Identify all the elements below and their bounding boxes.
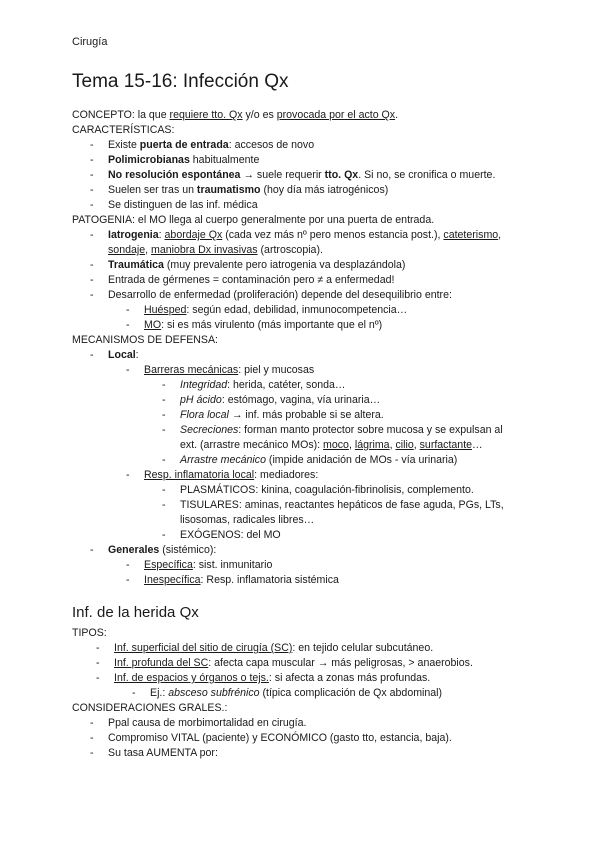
- section-heading: Inf. de la herida Qx: [72, 604, 199, 621]
- underlined-text: surfactante: [419, 439, 473, 451]
- text: Compromiso VITAL (paciente) y ECONÓMICO (gasto tto, estancia, baja).: [108, 732, 452, 744]
- italic-text: Integridad: [180, 379, 228, 391]
- list-item: [72, 393, 532, 408]
- text: : en tejido celular subcutáneo.: [292, 642, 434, 654]
- bold-text: tto. Qx: [324, 169, 359, 181]
- bold-text: Traumática: [108, 259, 164, 271]
- text: habitualmente: [189, 154, 260, 166]
- list-item: [72, 716, 542, 731]
- text: : si afecta a zonas más profundas.: [268, 672, 431, 684]
- list-item: [72, 558, 532, 573]
- bullet-dash: -: [96, 642, 100, 654]
- text: : piel y mucosas: [238, 364, 315, 376]
- list-item: [72, 731, 542, 746]
- underlined-text: Huésped: [144, 304, 187, 316]
- page-title: Tema 15-16: Infección Qx: [72, 71, 289, 92]
- bullet-dash: -: [90, 154, 94, 166]
- text: (cada vez más nº pero menos estancia post.),: [222, 229, 444, 241]
- bullet-dash: -: [126, 574, 130, 586]
- text: (artroscopia).: [257, 244, 323, 256]
- bullet-dash: -: [90, 289, 94, 301]
- text: PLASMÁTICOS: kinina, coagulación-fibrinolisis, complemento.: [180, 484, 474, 496]
- list-item: [72, 273, 532, 288]
- bullet-dash: -: [90, 259, 94, 271]
- text: : si es más virulento (más importante que el nº): [161, 319, 383, 331]
- page-header: Cirugía: [72, 36, 108, 48]
- underlined-text: Inespecífica: [144, 574, 201, 586]
- text: : accesos de novo: [228, 139, 315, 151]
- text: ,: [498, 229, 502, 241]
- italic-text: Secreciones: [180, 424, 239, 436]
- list-item: [72, 641, 542, 656]
- underlined-text: Inf. de espacios y órganos o tejs.: [114, 672, 269, 684]
- bullet-dash: -: [96, 672, 100, 684]
- list-item-continuation: lisosomas, radicales libres…: [180, 514, 315, 526]
- list-item: [72, 318, 532, 333]
- bullet-dash: -: [90, 184, 94, 196]
- italic-text: absceso subfrénico: [168, 687, 260, 699]
- text: : afecta capa muscular → más peligrosas, > anaerobios.: [208, 657, 473, 669]
- bullet-dash: -: [162, 409, 166, 421]
- bold-text: puerta de entrada: [139, 139, 229, 151]
- text: .: [395, 109, 399, 121]
- underlined-text: provocada por el acto Qx: [276, 109, 396, 121]
- bullet-dash: -: [162, 394, 166, 406]
- text: : Resp. inflamatoria sistémica: [200, 574, 339, 586]
- list-item: [72, 498, 532, 513]
- text: Se distinguen de las inf. médica: [108, 199, 258, 211]
- underlined-text: Barreras mecánicas: [144, 364, 239, 376]
- text: : sist. inmunitario: [192, 559, 273, 571]
- text: Entrada de gérmenes = contaminación pero ≠ a enfermedad!: [108, 274, 395, 286]
- list-item-continuation: [72, 243, 532, 258]
- text: : herida, catéter, sonda…: [227, 379, 346, 391]
- text: …: [472, 439, 483, 451]
- bullet-dash: -: [126, 559, 130, 571]
- text: EXÓGENOS: del MO: [180, 529, 281, 541]
- list-item: [72, 573, 532, 588]
- bullet-dash: -: [90, 349, 94, 361]
- bullet-dash: -: [126, 364, 130, 376]
- text: Su tasa AUMENTA por:: [108, 747, 218, 759]
- text: (impide anidación de MOs - vía urinaria): [265, 454, 458, 466]
- underlined-text: lágrima: [354, 439, 390, 451]
- text: TISULARES: aminas, reactantes hepáticos de fase aguda, PGs, LTs,: [180, 499, 504, 511]
- notes-body-2: [72, 626, 542, 761]
- text: CONCEPTO: la que: [72, 109, 170, 121]
- underlined-text: MO: [144, 319, 162, 331]
- bullet-dash: -: [126, 469, 130, 481]
- bullet-dash: -: [162, 499, 166, 511]
- underlined-text: cateterismo: [443, 229, 499, 241]
- bold-text: Generales: [108, 544, 160, 556]
- list-item: [72, 258, 532, 273]
- list-item: [72, 543, 532, 558]
- bullet-dash: -: [90, 229, 94, 241]
- text: Existe: [108, 139, 140, 151]
- list-item: [72, 656, 542, 671]
- text: → inf. más probable si se altera.: [228, 409, 384, 421]
- text: Desarrollo de enfermedad (proliferación) depende del desequilibrio entre:: [108, 289, 452, 301]
- list-item: [72, 198, 532, 213]
- bullet-dash: -: [90, 169, 94, 181]
- underlined-text: Resp. inflamatoria local: [144, 469, 255, 481]
- text: → suele requerir: [240, 169, 325, 181]
- list-item: [72, 288, 532, 303]
- patogenia-heading: PATOGENIA: el MO llega al cuerpo generalmente por una puerta de entrada.: [72, 214, 435, 226]
- text: : según edad, debilidad, inmunocompetencia…: [186, 304, 408, 316]
- list-item: [72, 468, 532, 483]
- list-item: [72, 378, 532, 393]
- list-item-continuation: [72, 438, 532, 453]
- list-item: [72, 138, 532, 153]
- bullet-dash: -: [126, 319, 130, 331]
- text: ,: [389, 439, 396, 451]
- underlined-text: cilio: [395, 439, 414, 451]
- list-item: [72, 228, 532, 243]
- text: ext. (arrastre mecánico MOs):: [180, 439, 324, 451]
- text: ,: [413, 439, 420, 451]
- list-item: [72, 408, 532, 423]
- bullet-dash: -: [162, 529, 166, 541]
- concepto-line: [72, 108, 532, 123]
- bullet-dash: -: [90, 747, 94, 759]
- bullet-dash: -: [126, 304, 130, 316]
- list-item: [72, 348, 532, 363]
- underlined-text: requiere tto. Qx: [169, 109, 243, 121]
- bullet-dash: -: [90, 199, 94, 211]
- mecanismos-heading: MECANISMOS DE DEFENSA:: [72, 334, 218, 346]
- bullet-dash: -: [162, 484, 166, 496]
- text: : forman manto protector sobre mucosa y se expulsan al: [238, 424, 503, 436]
- list-item: [72, 483, 532, 498]
- underlined-text: Inf. profunda del SC: [114, 657, 209, 669]
- bold-text: No resolución espontánea: [108, 169, 241, 181]
- caracteristicas-heading: CARACTERÍSTICAS:: [72, 124, 175, 136]
- underlined-text: sondaje: [108, 244, 146, 256]
- text: Ej.:: [150, 687, 169, 699]
- underlined-text: abordaje Qx: [164, 229, 223, 241]
- notes-body: [72, 108, 532, 588]
- tipos-heading: TIPOS:: [72, 627, 107, 639]
- list-item: [72, 363, 532, 378]
- underlined-text: Inf. superficial del sitio de cirugía (SC): [114, 642, 293, 654]
- text: Suelen ser tras un: [108, 184, 197, 196]
- consideraciones-heading: CONSIDERACIONES GRALES.:: [72, 702, 228, 714]
- bullet-dash: -: [90, 732, 94, 744]
- text: :: [158, 229, 165, 241]
- list-item: [72, 183, 532, 198]
- list-item: [72, 168, 532, 183]
- bullet-dash: -: [162, 379, 166, 391]
- text: : estómago, vagina, vía urinaria…: [221, 394, 381, 406]
- underlined-text: maniobra Dx invasivas: [151, 244, 258, 256]
- underlined-text: Específica: [144, 559, 193, 571]
- list-item: [72, 303, 532, 318]
- text: ,: [145, 244, 151, 256]
- bullet-dash: -: [90, 139, 94, 151]
- bullet-dash: -: [162, 454, 166, 466]
- text: . Si no, se cronifica o muerte.: [358, 169, 496, 181]
- underlined-text: moco: [323, 439, 349, 451]
- text: y/o es: [242, 109, 277, 121]
- text: : mediadores:: [254, 469, 319, 481]
- list-item: [72, 746, 542, 761]
- bold-text: Polimicrobianas: [108, 154, 190, 166]
- italic-text: pH ácido: [180, 394, 222, 406]
- bullet-dash: -: [162, 424, 166, 436]
- italic-text: Flora local: [180, 409, 229, 421]
- text: ,: [348, 439, 355, 451]
- text: (muy prevalente pero iatrogenia va desplazándola): [163, 259, 406, 271]
- list-item: [72, 671, 542, 686]
- bold-text: Local: [108, 349, 136, 361]
- bold-text: Iatrogenia: [108, 229, 159, 241]
- list-item: [72, 423, 532, 438]
- list-item: [72, 453, 532, 468]
- text: :: [135, 349, 139, 361]
- bold-text: traumatismo: [196, 184, 261, 196]
- italic-text: Arrastre mecánico: [180, 454, 266, 466]
- text: Ppal causa de morbimortalidad en cirugía.: [108, 717, 307, 729]
- list-item: [72, 153, 532, 168]
- bullet-dash: -: [132, 687, 136, 699]
- bullet-dash: -: [90, 717, 94, 729]
- text: (hoy día más iatrogénicos): [260, 184, 389, 196]
- bullet-dash: -: [90, 544, 94, 556]
- bullet-dash: -: [96, 657, 100, 669]
- bullet-dash: -: [90, 274, 94, 286]
- list-item: [72, 686, 542, 701]
- text: (típica complicación de Qx abdominal): [259, 687, 443, 699]
- list-item: [72, 528, 532, 543]
- text: (sistémico):: [159, 544, 217, 556]
